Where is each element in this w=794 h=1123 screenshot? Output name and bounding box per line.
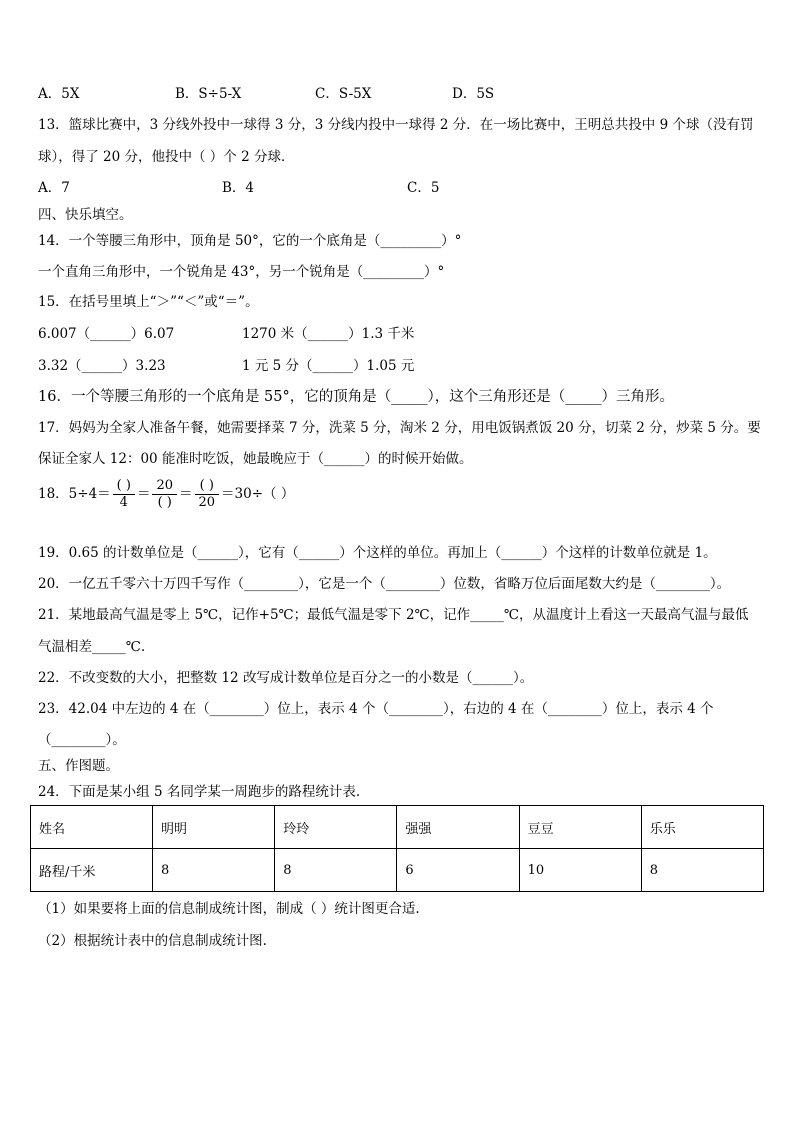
q18-suffix: ＝30÷（ ） — [221, 486, 295, 502]
q14-line1: 14．一个等腰三角形中，顶角是 50°，它的一个底角是（_________）° — [38, 233, 462, 249]
table-cell: 6 — [397, 849, 519, 892]
q23-line1: 23．42.04 中左边的 4 在（________）位上，表示 4 个（________），右边的 4 在（________）位上，表示 4 个 — [38, 701, 714, 717]
q19-line: 19．0.65 的计数单位是（______），它有（______）个这样的单位。再加上（______）个这样的计数单位就是 1。 — [38, 545, 717, 561]
q12-option-a: A．5X — [38, 86, 80, 102]
q17-line2: 保证全家人 12：00 能准时吃饭，她最晚应于（______）的时候开始做。 — [38, 451, 473, 467]
table-header-row — [31, 806, 764, 849]
table-cell: 8 — [153, 849, 275, 892]
q13-option-c: C．5 — [407, 180, 440, 196]
q15-compare-1: 6.007（______）6.07 — [38, 326, 175, 342]
q14-line2: 一个直角三角形中，一个锐角是 43°，另一个锐角是（_________）° — [38, 264, 445, 280]
table-cell: 明明 — [153, 806, 275, 849]
q13-option-a: A．7 — [38, 180, 70, 196]
q22-line: 22．不改变数的大小，把整数 12 改写成计数单位是百分之一的小数是（______）。 — [38, 670, 534, 686]
section-four-heading: 四、快乐填空。 — [38, 207, 133, 223]
q15-compare-4: 1 元 5 分（______）1.05 元 — [242, 358, 415, 374]
running-distance-table — [30, 805, 764, 892]
q18-fraction-1: $\frac{( )}{4}$ — [113, 478, 135, 511]
q12-option-d: D．5S — [452, 86, 495, 102]
q15-title: 15．在括号里填上“＞”“＜”或“＝”。 — [38, 294, 259, 310]
q23-line2: （________）。 — [38, 732, 126, 748]
q12-option-c: C．S-5X — [315, 86, 372, 102]
q13-option-b: B．4 — [222, 180, 255, 196]
table-row — [31, 849, 764, 892]
q18-equation: 18．5÷4＝ $\frac{( )}{4}$ ＝ $\frac{20}{( )}$ ＝ $\frac{( )}{20}$ ＝30÷（ ） — [38, 478, 295, 510]
q24-title: 24．下面是某小组 5 名同学某一周跑步的路程统计表. — [38, 784, 361, 800]
q24-sub-question-1: （1）如果要将上面的信息制成统计图，制成（ ）统计图更合适. — [38, 901, 420, 917]
table-cell: 姓名 — [31, 806, 153, 849]
q15-compare-2: 1270 米（______）1.3 千米 — [242, 326, 415, 342]
section-five-heading: 五、作图题。 — [38, 758, 119, 774]
table-cell: 8 — [641, 849, 763, 892]
q13-line2: 球），得了 20 分，他投中（ ）个 2 分球． — [38, 149, 295, 165]
table-cell: 8 — [275, 849, 397, 892]
table-cell: 强强 — [397, 806, 519, 849]
q16-line: 16．一个等腰三角形的一个底角是 55°，它的顶角是（_____），这个三角形还是（_____）三角形。 — [38, 389, 675, 405]
q21-line1: 21．某地最高气温是零上 5℃，记作+5℃；最低气温是零下 2℃，记作_____℃，从温度计上看这一天最高气温与最低 — [38, 607, 749, 623]
q24-sub-question-2: （2）根据统计表中的信息制成统计图. — [38, 933, 267, 949]
q17-line1: 17．妈妈为全家人准备午餐，她需要择菜 7 分，洗菜 5 分，淘米 2 分，用电饭锅煮饭 20 分，切菜 2 分，炒菜 5 分。要 — [38, 420, 761, 436]
q21-line2: 气温相差_____℃. — [38, 639, 146, 655]
q18-fraction-3: $\frac{( )}{20}$ — [195, 478, 220, 511]
table-cell: 路程/千米 — [31, 849, 153, 892]
q18-fraction-2: $\frac{20}{( )}$ — [152, 478, 177, 511]
table-cell: 乐乐 — [641, 806, 763, 849]
q15-compare-3: 3.32（______）3.23 — [38, 358, 166, 374]
table-cell: 豆豆 — [519, 806, 641, 849]
table-cell: 10 — [519, 849, 641, 892]
table-cell: 玲玲 — [275, 806, 397, 849]
q12-option-b: B．S÷5-X — [175, 86, 242, 102]
q20-line: 20．一亿五千零六十万四千写作（________），它是一个（________）位数，省略万位后面尾数大约是（________）。 — [38, 576, 731, 592]
q18-prefix: 18．5÷4＝ — [38, 486, 111, 502]
q13-line1: 13．篮球比赛中，3 分线外投中一球得 3 分，3 分线内投中一球得 2 分．在一场比赛中，王明总共投中 9 个球（没有罚 — [38, 117, 754, 133]
